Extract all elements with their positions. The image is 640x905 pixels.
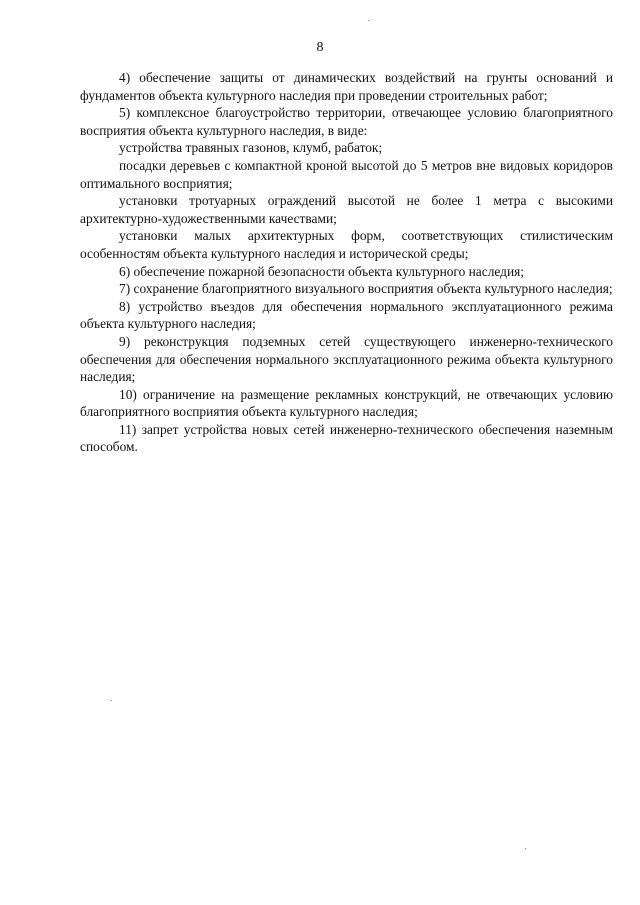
list-item-9: 9) реконструкция подземных сетей существующего инженерно-технического обеспечения для обеспечения нормального эксплуатационного режима объекта культурного наследия;	[80, 333, 613, 385]
list-item-6: 6) обеспечение пожарной безопасности объекта культурного наследия;	[119, 263, 524, 279]
list-item-4: 4) обеспечение защиты от динамических воздействий на грунты оснований и фундаментов объекта культурного наследия при проведении строительных работ;	[80, 70, 613, 103]
document-body	[80, 69, 613, 456]
scan-speck	[368, 20, 369, 21]
scan-speck	[525, 848, 526, 849]
list-item-10: 10) ограничение на размещение рекламных конструкций, не отвечающих условию благоприятного восприятия объекта культурного наследия;	[80, 386, 613, 420]
sub-item-trees: посадки деревьев с компактной кроной высотой до 5 метров вне видовых коридоров оптимального восприятия;	[80, 157, 613, 191]
list-item-8: 8) устройство въездов для обеспечения нормального эксплуатационного режима объекта культурного наследия;	[80, 298, 613, 332]
list-item-5: 5) комплексное благоустройство территории, отвечающее условию благоприятного восприятия объекта культурного наследия, в виде:	[80, 105, 613, 138]
list-item-7: 7) сохранение благоприятного визуального восприятия объекта культурного наследия;	[119, 281, 613, 297]
sub-item-lawns: устройства травяных газонов, клумб, рабаток;	[119, 140, 383, 156]
page-number: 8	[316, 40, 324, 55]
scan-speck	[111, 700, 112, 701]
list-item-11: 11) запрет устройства новых сетей инженерно-технического обеспечения наземным способом.	[80, 421, 613, 455]
sub-item-small-forms: установки малых архитектурных форм, соответствующих стилистическим особенностям объекта культурного наследия и исторической среды;	[80, 228, 613, 261]
sub-item-fences: установки тротуарных ограждений высотой не более 1 метра с высокими архитектурно-художественными качествами;	[80, 193, 613, 226]
